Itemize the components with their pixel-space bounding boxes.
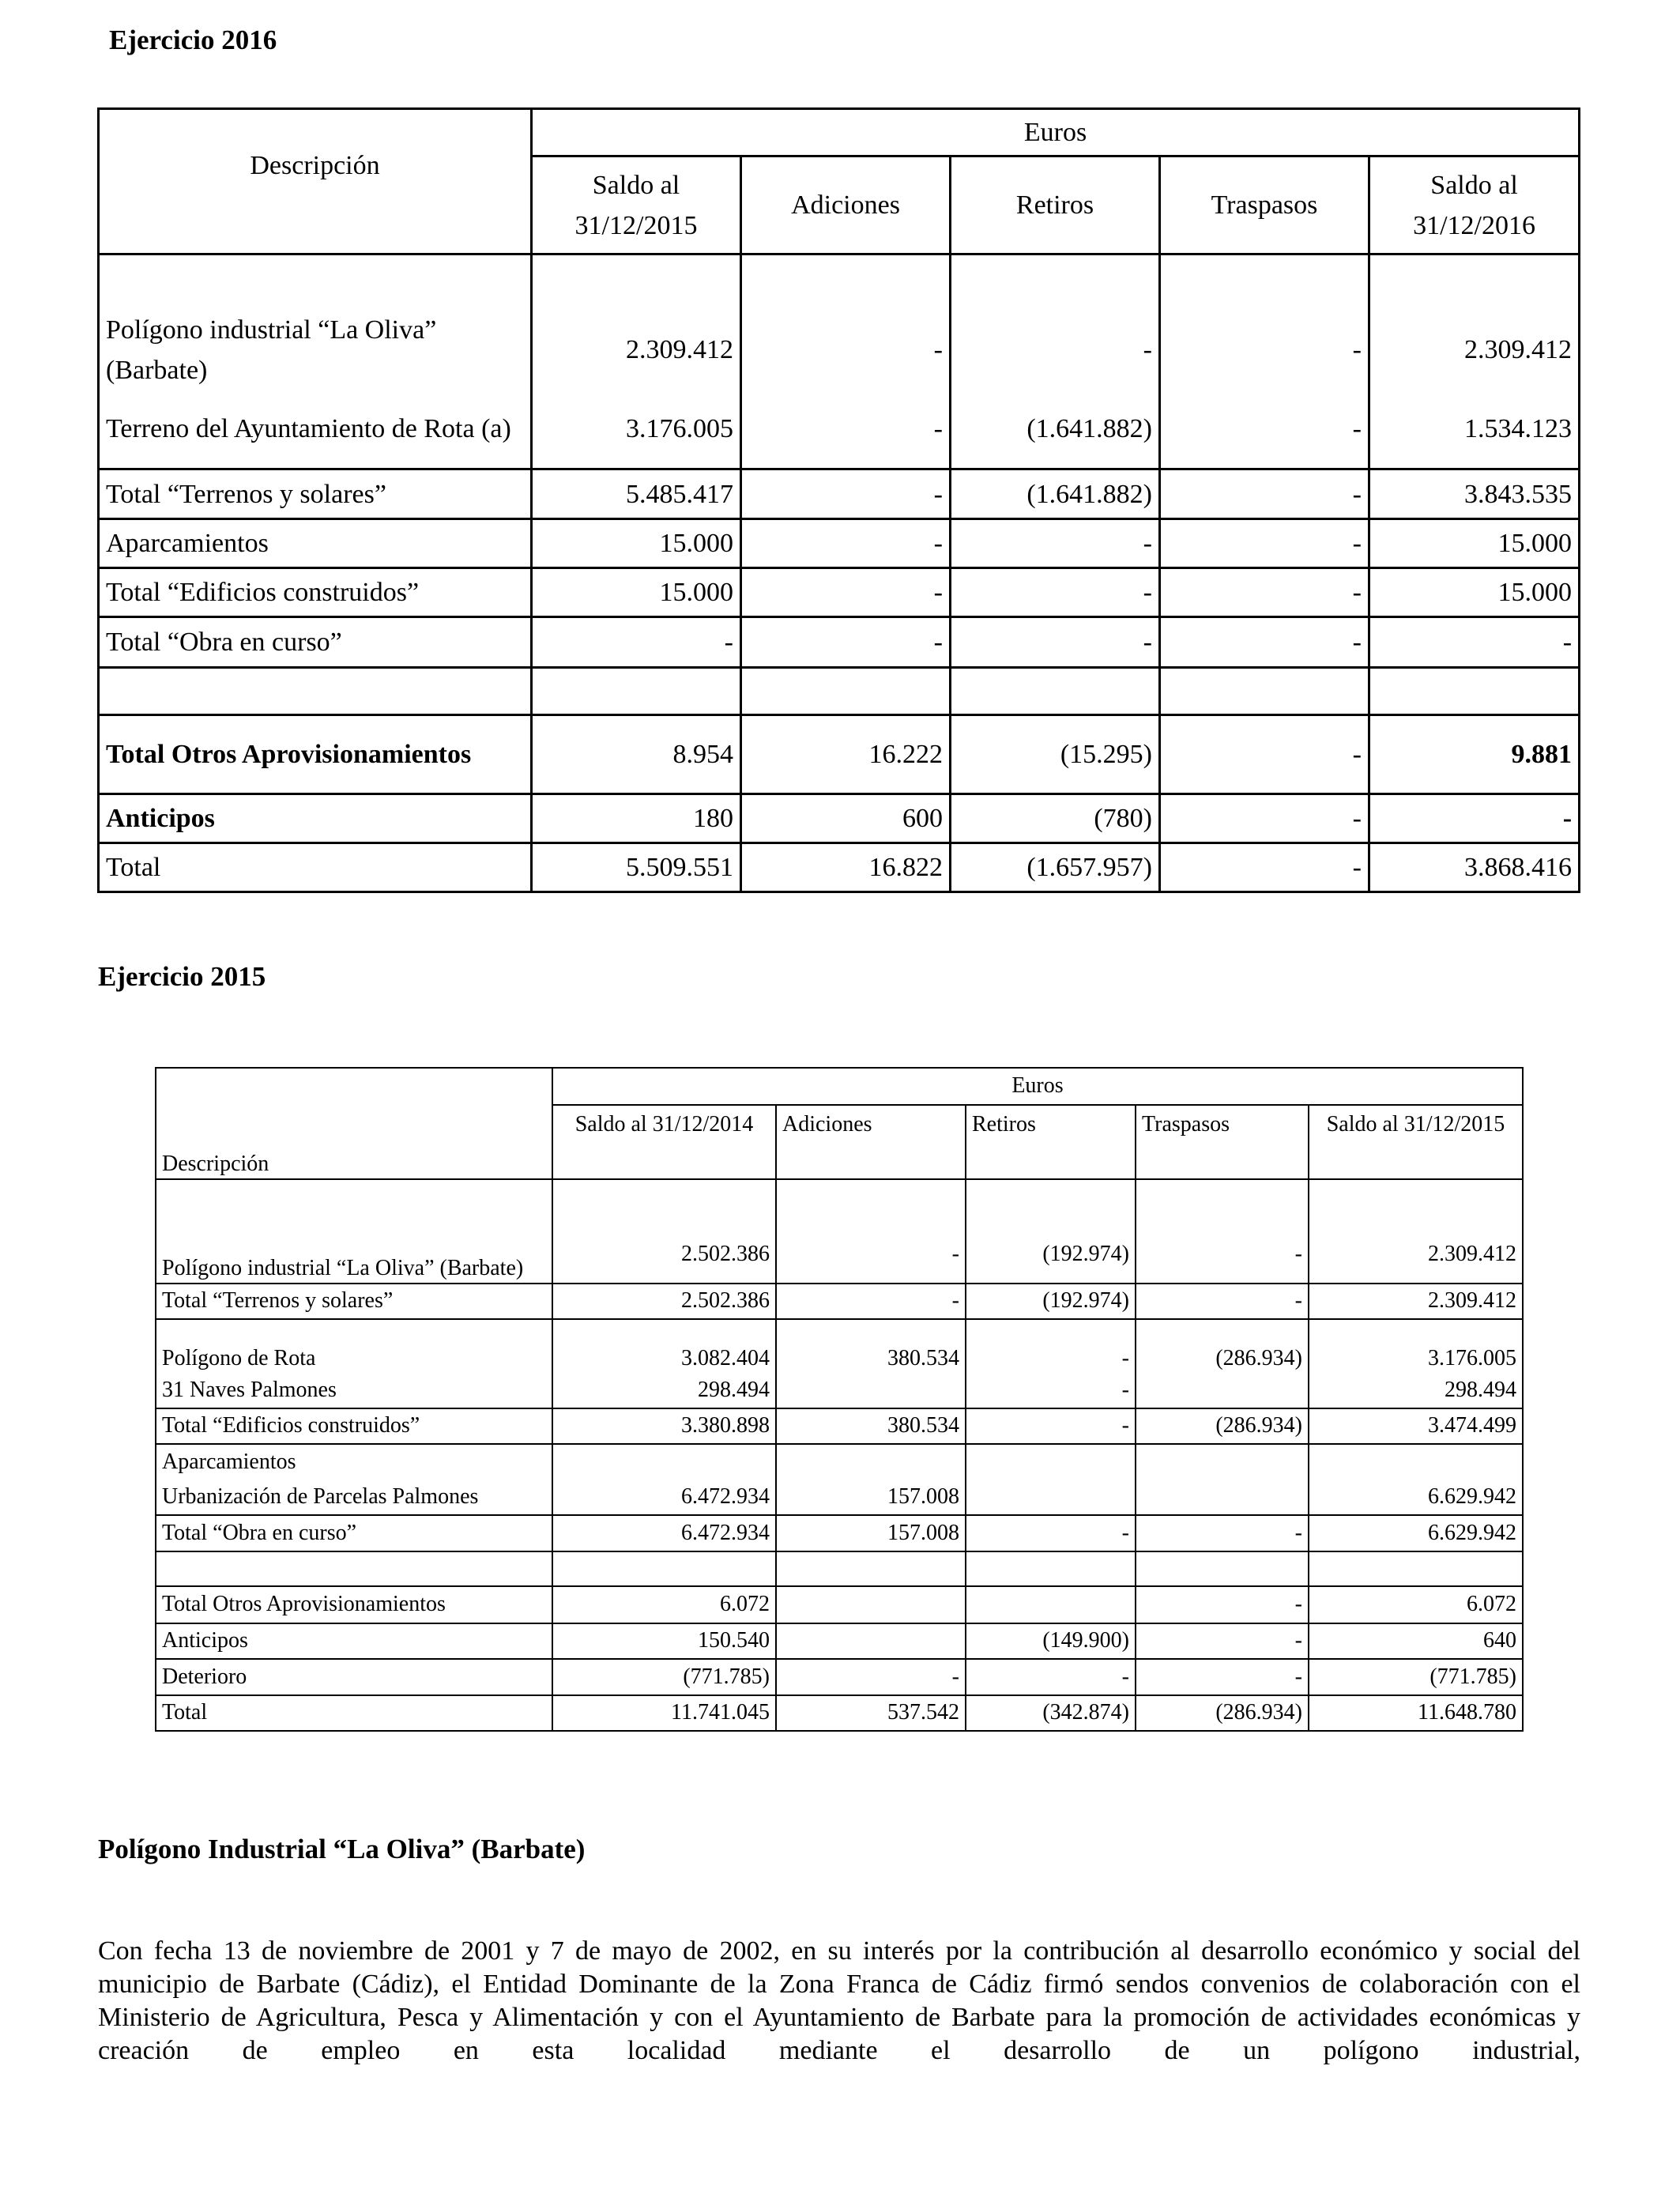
heading-ejercicio-2015: Ejercicio 2015 (98, 961, 266, 992)
cell-retiros: - (966, 1373, 1136, 1408)
cell-adiciones: 537.542 (776, 1695, 966, 1731)
cell-saldo-inicial: 2.502.386 (552, 1284, 776, 1319)
cell-retiros: (149.900) (966, 1623, 1136, 1659)
cell-traspasos: - (1136, 1659, 1309, 1695)
cell-retiros: - (951, 568, 1160, 617)
cell-saldo-inicial: 5.485.417 (532, 469, 741, 519)
header-traspasos: Traspasos (1136, 1105, 1309, 1179)
table-row (156, 1444, 1523, 1480)
section-heading: Polígono Industrial “La Oliva” (Barbate) (98, 1834, 586, 1864)
cell-retiros: - (966, 1408, 1136, 1444)
cell-traspasos: - (1160, 310, 1369, 390)
cell-adiciones: 600 (741, 794, 951, 843)
table-row (99, 310, 1580, 390)
cell-retiros: (1.641.882) (951, 390, 1160, 469)
cell-adiciones: 157.008 (776, 1480, 966, 1515)
cell-adiciones: - (776, 1284, 966, 1319)
header-adiciones: Adiciones (741, 156, 951, 254)
row-desc: Total Otros Aprovisionamientos (99, 715, 532, 794)
header-retiros: Retiros (966, 1105, 1136, 1179)
header-saldo-final: Saldo al 31/12/2015 (1309, 1105, 1523, 1179)
cell-saldo-final: 298.494 (1309, 1373, 1523, 1408)
cell-traspasos: (286.934) (1136, 1319, 1309, 1373)
cell-retiros: - (951, 519, 1160, 568)
cell-saldo-final: 9.881 (1369, 715, 1580, 794)
row-desc: Anticipos (99, 794, 532, 843)
cell-retiros: - (966, 1319, 1136, 1373)
cell-retiros: (1.657.957) (951, 843, 1160, 892)
cell-retiros (966, 1444, 1136, 1480)
row-desc: Total “Edificios construidos” (156, 1408, 552, 1444)
table-row (99, 390, 1580, 469)
cell-traspasos: - (1160, 843, 1369, 892)
row-desc: Total (156, 1695, 552, 1731)
cell-saldo-inicial: 6.072 (552, 1586, 776, 1623)
cell-retiros: (780) (951, 794, 1160, 843)
cell-traspasos: - (1160, 568, 1369, 617)
table-ejercicio-2016 (97, 107, 1580, 893)
cell-saldo-final: 3.868.416 (1369, 843, 1580, 892)
cell-traspasos: - (1136, 1179, 1309, 1284)
cell-adiciones: - (741, 469, 951, 519)
cell-traspasos: (286.934) (1136, 1695, 1309, 1731)
cell-retiros: - (966, 1515, 1136, 1551)
cell-saldo-inicial: 3.082.404 (552, 1319, 776, 1373)
table-row (156, 1659, 1523, 1695)
cell-adiciones: - (741, 310, 951, 390)
cell-saldo-inicial: 6.472.934 (552, 1515, 776, 1551)
cell-saldo-final: 3.474.499 (1309, 1408, 1523, 1444)
table-row (156, 1373, 1523, 1408)
table-row (99, 568, 1580, 617)
row-desc: Aparcamientos (99, 519, 532, 568)
cell-saldo-inicial: 3.380.898 (552, 1408, 776, 1444)
cell-adiciones: 380.534 (776, 1408, 966, 1444)
cell-saldo-inicial: 3.176.005 (532, 390, 741, 469)
cell-retiros: - (951, 617, 1160, 668)
cell-saldo-inicial: 8.954 (532, 715, 741, 794)
cell-adiciones: - (741, 568, 951, 617)
cell-saldo-inicial: 2.309.412 (532, 310, 741, 390)
cell-saldo-final: 2.309.412 (1309, 1179, 1523, 1284)
table-row (156, 1695, 1523, 1731)
header-adiciones: Adiciones (776, 1105, 966, 1179)
table-row (156, 1515, 1523, 1551)
cell-traspasos: - (1136, 1515, 1309, 1551)
heading-ejercicio-2016: Ejercicio 2016 (109, 25, 277, 55)
row-desc: Urbanización de Parcelas Palmones (156, 1480, 552, 1515)
table-ejercicio-2015 (155, 1067, 1524, 1732)
row-desc: Total “Terrenos y solares” (156, 1284, 552, 1319)
cell-retiros: (192.974) (966, 1284, 1136, 1319)
header-saldo-inicial: Saldo al 31/12/2014 (552, 1105, 776, 1179)
cell-saldo-final: 6.629.942 (1309, 1480, 1523, 1515)
cell-retiros: (1.641.882) (951, 469, 1160, 519)
header-retiros: Retiros (951, 156, 1160, 254)
cell-saldo-final: 1.534.123 (1369, 390, 1580, 469)
table-row (156, 1319, 1523, 1373)
row-desc: Total Otros Aprovisionamientos (156, 1586, 552, 1623)
row-desc: Polígono de Rota (156, 1319, 552, 1373)
cell-adiciones (776, 1623, 966, 1659)
cell-traspasos: - (1136, 1284, 1309, 1319)
cell-traspasos (1136, 1444, 1309, 1480)
row-desc: Total (99, 843, 532, 892)
cell-saldo-final: 15.000 (1369, 568, 1580, 617)
table-row (156, 1480, 1523, 1515)
cell-adiciones (776, 1373, 966, 1408)
cell-adiciones: 16.822 (741, 843, 951, 892)
cell-saldo-inicial: 2.502.386 (552, 1179, 776, 1284)
cell-saldo-final: 6.072 (1309, 1586, 1523, 1623)
table-row (156, 1179, 1523, 1284)
cell-saldo-final: - (1369, 617, 1580, 668)
cell-traspasos: - (1160, 390, 1369, 469)
table-row (99, 843, 1580, 892)
row-desc: Polígono industrial “La Oliva” (Barbate) (99, 310, 532, 390)
cell-adiciones: - (741, 617, 951, 668)
cell-traspasos: - (1136, 1623, 1309, 1659)
cell-adiciones (776, 1586, 966, 1623)
cell-saldo-inicial: 5.509.551 (532, 843, 741, 892)
cell-retiros (966, 1586, 1136, 1623)
row-desc: Terreno del Ayuntamiento de Rota (a) (99, 390, 532, 469)
header-euros: Euros (552, 1068, 1523, 1105)
row-desc: Total “Obra en curso” (99, 617, 532, 668)
cell-saldo-inicial: (771.785) (552, 1659, 776, 1695)
cell-saldo-inicial: 180 (532, 794, 741, 843)
cell-retiros: - (966, 1659, 1136, 1695)
cell-saldo-inicial: 15.000 (532, 519, 741, 568)
cell-traspasos: - (1160, 519, 1369, 568)
header-descripcion: Descripción (156, 1068, 552, 1179)
cell-saldo-final: 3.843.535 (1369, 469, 1580, 519)
cell-adiciones: 16.222 (741, 715, 951, 794)
cell-retiros: (192.974) (966, 1179, 1136, 1284)
row-desc: Total “Obra en curso” (156, 1515, 552, 1551)
table-row (156, 1586, 1523, 1623)
cell-adiciones: - (741, 519, 951, 568)
cell-saldo-inicial: 150.540 (552, 1623, 776, 1659)
cell-traspasos: - (1160, 794, 1369, 843)
section-paragraph: Con fecha 13 de noviembre de 2001 y 7 de mayo de 2002, en su interés por la contribución al desarrollo económico y social del municipio de Barbate (Cádiz), el Entidad Dominante de la Zona Franca de Cádiz firmó sendos convenios de colaboración con el Ministerio de Agricultura, Pesca y Alimentación y con el Ayuntamiento de Barbate para la promoción de actividades económicas y creación de empleo en esta localidad mediante el desarrollo de un polígono industrial, (98, 1936, 1580, 2065)
cell-traspasos: - (1136, 1586, 1309, 1623)
cell-saldo-inicial: 15.000 (532, 568, 741, 617)
header-euros: Euros (532, 109, 1580, 156)
cell-traspasos: - (1160, 617, 1369, 668)
cell-adiciones: - (776, 1659, 966, 1695)
cell-saldo-final: 640 (1309, 1623, 1523, 1659)
cell-saldo-final: 11.648.780 (1309, 1695, 1523, 1731)
row-desc: Anticipos (156, 1623, 552, 1659)
table-row (99, 617, 1580, 668)
cell-retiros: - (951, 310, 1160, 390)
cell-saldo-final: (771.785) (1309, 1659, 1523, 1695)
row-desc: Total “Terrenos y solares” (99, 469, 532, 519)
cell-adiciones (776, 1444, 966, 1480)
cell-adiciones: 380.534 (776, 1319, 966, 1373)
row-desc: 31 Naves Palmones (156, 1373, 552, 1408)
table-row (99, 469, 1580, 519)
cell-traspasos (1136, 1373, 1309, 1408)
cell-saldo-final: 15.000 (1369, 519, 1580, 568)
header-saldo-final: Saldo al 31/12/2016 (1369, 156, 1580, 254)
cell-saldo-final (1309, 1444, 1523, 1480)
cell-saldo-inicial: - (532, 617, 741, 668)
cell-saldo-final: 2.309.412 (1369, 310, 1580, 390)
table-row (156, 1284, 1523, 1319)
header-traspasos: Traspasos (1160, 156, 1369, 254)
cell-adiciones: - (741, 390, 951, 469)
cell-adiciones: - (776, 1179, 966, 1284)
cell-retiros (966, 1480, 1136, 1515)
table-row (156, 1623, 1523, 1659)
cell-saldo-final: 3.176.005 (1309, 1319, 1523, 1373)
row-desc: Polígono industrial “La Oliva” (Barbate) (156, 1179, 552, 1284)
cell-saldo-inicial (552, 1444, 776, 1480)
table-row (99, 715, 1580, 794)
cell-saldo-final: 2.309.412 (1309, 1284, 1523, 1319)
cell-traspasos: (286.934) (1136, 1408, 1309, 1444)
cell-retiros: (15.295) (951, 715, 1160, 794)
cell-traspasos: - (1160, 469, 1369, 519)
cell-saldo-final: - (1369, 794, 1580, 843)
cell-saldo-inicial: 298.494 (552, 1373, 776, 1408)
cell-saldo-inicial: 6.472.934 (552, 1480, 776, 1515)
cell-saldo-inicial: 11.741.045 (552, 1695, 776, 1731)
cell-saldo-final: 6.629.942 (1309, 1515, 1523, 1551)
cell-adiciones: 157.008 (776, 1515, 966, 1551)
cell-retiros: (342.874) (966, 1695, 1136, 1731)
row-desc: Aparcamientos (156, 1444, 552, 1480)
row-desc: Deterioro (156, 1659, 552, 1695)
row-desc: Total “Edificios construidos” (99, 568, 532, 617)
cell-traspasos (1136, 1480, 1309, 1515)
header-saldo-inicial: Saldo al 31/12/2015 (532, 156, 741, 254)
header-descripcion: Descripción (99, 109, 532, 254)
table-row (99, 519, 1580, 568)
table-row (156, 1408, 1523, 1444)
cell-traspasos: - (1160, 715, 1369, 794)
table-row (99, 794, 1580, 843)
